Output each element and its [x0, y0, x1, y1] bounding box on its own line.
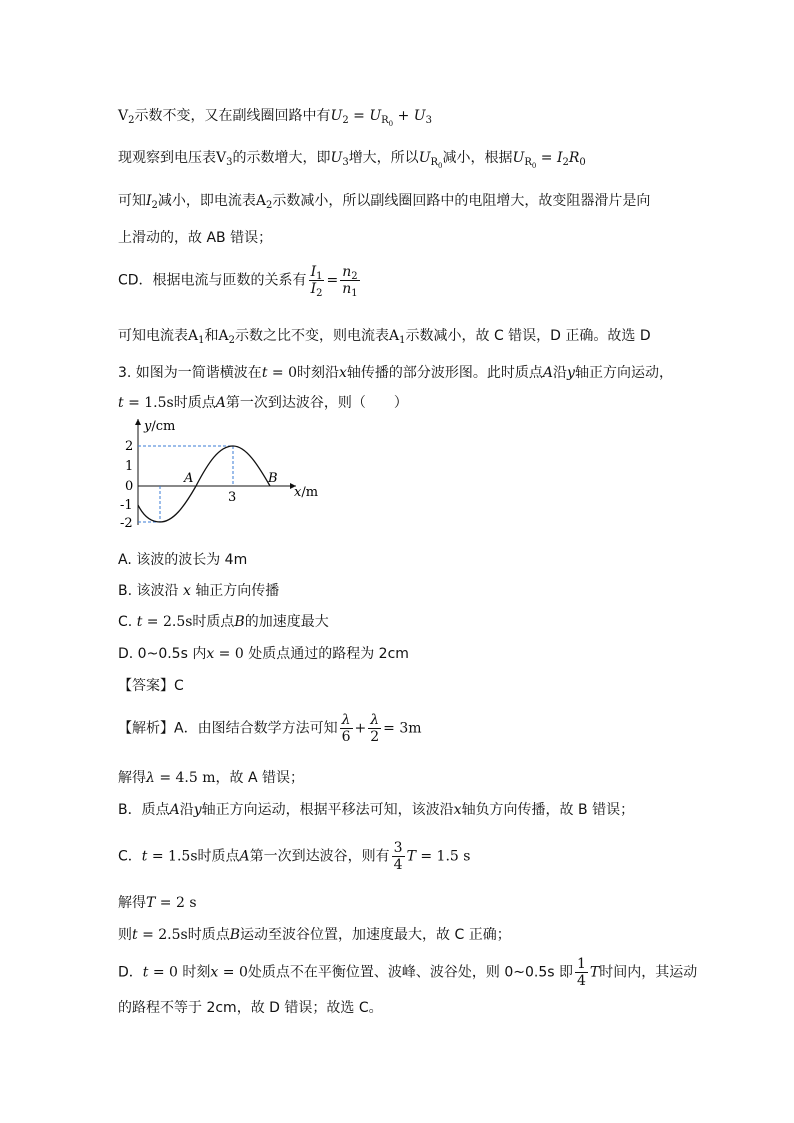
text-span: 示数减小，所以副线圈回路中的电阻增大，故变阻器滑片是向	[272, 193, 651, 209]
analysis-line-5: 解得T = 2 s	[118, 895, 197, 911]
equation: $I_2$	[146, 193, 158, 211]
subscript: 3	[226, 157, 233, 168]
wave-curve	[138, 446, 270, 522]
question-line-1: 3. 如图为一简谐横波在t = 0时刻沿x轴传播的部分波形图。此时质点A沿y轴正方向运动，	[118, 365, 673, 381]
symbol-a1: $A_1$	[188, 328, 205, 346]
symbol-b: B	[234, 614, 245, 630]
text-span: A. 该波的波长为 4m	[118, 552, 248, 568]
text-span: C．	[118, 848, 142, 865]
y-tick-1: 1	[125, 459, 134, 474]
text-line-6	[118, 326, 651, 346]
option-d: D. 0~0.5s 内x = 0 处质点通过的路程为 2cm	[118, 646, 409, 662]
text-span: 减小，根据	[442, 150, 513, 166]
text-span: D. 0~0.5s 内	[118, 646, 207, 662]
text-span: 解得	[118, 770, 146, 786]
text-span: 处质点不在平衡位置、波峰、波谷处，则 0~0.5s 即	[247, 964, 573, 981]
analysis-line-4: C．t = 1.5s时质点A第一次到达波谷，则有 $\frac{3}{4}$ T = 1.5 s	[118, 840, 471, 873]
y-tick-neg2: -2	[120, 516, 133, 531]
text-span: 示数减小，故 C 错误，D 正确。故选 D	[405, 328, 651, 344]
text-line-3	[118, 191, 650, 211]
symbol-x: x	[178, 583, 196, 599]
text-span: 时间内，其运动	[599, 964, 698, 981]
y-tick-neg1: -1	[120, 498, 133, 513]
text-span: 3. 如图为一简谐横波在	[118, 365, 262, 381]
text-span: 【解析】A．由图结合数学方法可知	[118, 720, 338, 737]
analysis-line-7: D．t = 0 时刻x = 0处质点不在平衡位置、波峰、波谷处，则 0~0.5s 即 $\frac{1}{4}$ T时间内，其运动	[118, 956, 698, 989]
wave-figure	[118, 415, 328, 535]
analysis-line-3	[118, 800, 634, 820]
option-b	[118, 581, 279, 601]
point-b-label: B	[268, 471, 278, 486]
symbol-v: V	[118, 108, 129, 124]
fraction-3-4: $\frac{3}{4}$	[393, 840, 403, 873]
equation: t	[136, 614, 143, 630]
text-span: B. 该波沿	[118, 583, 179, 599]
point-a-label: A	[184, 471, 194, 486]
equation: λ	[146, 770, 155, 786]
text-span: 时质点	[173, 395, 216, 411]
text-span: 第一次到达波谷，则有	[249, 848, 390, 865]
text-line-1	[118, 106, 432, 126]
text-span: 轴正方向运动，根据平移法可知，该波沿	[201, 802, 454, 818]
x-tick-3: 3	[228, 490, 237, 505]
analysis-line-1: 【解析】A．由图结合数学方法可知 $\frac{\lambda}{6}$ + $\frac{\lambda}{2}$ = 3m	[118, 712, 422, 745]
text-span: 运动至波谷位置，加速度最大，故 C 正确；	[240, 927, 511, 943]
option-a	[118, 550, 247, 570]
analysis-line-8	[118, 998, 383, 1018]
text-span: 现观察到电压表	[118, 150, 216, 166]
symbol-a: A	[169, 802, 180, 818]
equation: x	[206, 646, 215, 662]
fraction-lambda-2: $\frac{\lambda}{2}$	[370, 712, 380, 745]
text-span: 的加速度最大	[244, 614, 329, 630]
equation: t	[261, 365, 268, 381]
text-span: 沿	[553, 365, 568, 381]
text-span: 示数之比不变，则电流表	[235, 328, 389, 344]
text-span: 时质点	[187, 927, 230, 943]
text-span: 上滑动的，故 AB 错误；	[118, 230, 273, 246]
text-line-5: CD．根据电流与匝数的关系有 $\frac{I_1}{I_2}$ = $\frac{n_2}{n_1}$	[118, 264, 358, 299]
text-span: 的示数增大，即	[232, 150, 331, 166]
text-span: 轴正方向运动，	[574, 365, 673, 381]
symbol-a: A	[542, 365, 554, 381]
symbol-x: x	[339, 365, 347, 381]
text-span: 处质点通过的路程为 2cm	[248, 646, 409, 662]
y-tick-2: 2	[125, 439, 134, 454]
y-axis-label: y/cm	[144, 419, 176, 434]
text-span: 可知电流表	[118, 328, 188, 344]
analysis-line-2: 解得λ = 4.5 m，故 A 错误；	[118, 770, 304, 786]
text-span: 时刻	[182, 964, 211, 981]
fraction-1-4: $\frac{1}{4}$	[576, 956, 586, 989]
question-line-2: t = 1.5s时质点A第一次到达波谷，则（ ）	[118, 395, 408, 411]
fraction-i1-i2: $\frac{I_1}{I_2}$	[310, 264, 323, 299]
symbol-x: x	[453, 802, 462, 818]
answer-line	[118, 676, 184, 696]
symbol-y: y	[567, 365, 575, 381]
text-span: 则	[118, 927, 132, 943]
text-span: 第一次到达波谷，则（ ）	[225, 395, 408, 411]
text-span: 时刻沿	[297, 365, 339, 381]
text-span: 解得	[118, 895, 146, 911]
fraction-lambda-6: $\frac{\lambda}{6}$	[341, 712, 351, 745]
text-span: 时质点	[192, 614, 235, 630]
text-span: 的路程不等于 2cm，故 D 错误；故选 C。	[118, 1000, 383, 1016]
text-span: 沿	[179, 802, 194, 818]
text-span: C.	[118, 614, 137, 630]
equation: $U_2 = U_{R_0} + U_3$	[330, 108, 432, 128]
text-line-2	[118, 148, 586, 168]
text-span: 【答案】C	[118, 678, 184, 694]
subscript: 2	[128, 115, 135, 126]
text-span: 可知	[118, 193, 146, 209]
symbol-a2: $A_2$	[255, 193, 273, 211]
text-span: 增大，所以	[348, 150, 419, 166]
text-span: 轴传播的部分波形图。此时质点	[346, 365, 543, 381]
option-c: C. t = 2.5s时质点B的加速度最大	[118, 614, 329, 630]
y-tick-0: 0	[125, 479, 134, 494]
text-span: 轴负方向传播，故 B 错误；	[461, 802, 635, 818]
text-span: 示数不变，又在副线圈回路中有	[134, 108, 331, 124]
text-span: 减小，即电流表	[157, 193, 256, 209]
text-span: 轴正方向传播	[195, 583, 280, 599]
text-span: ，故 A 错误；	[215, 770, 304, 786]
symbol-a1: $A_1$	[389, 328, 406, 346]
equation: T	[146, 895, 156, 911]
x-axis-label: x/m	[294, 485, 319, 500]
equation: $U_{R_0}$	[418, 150, 443, 170]
symbol-a2: $A_2$	[218, 328, 235, 346]
text-span: CD．根据电流与匝数的关系有	[118, 272, 307, 289]
text-span: 和	[204, 328, 219, 344]
text-span: 时质点	[197, 848, 240, 865]
equation: $U_{R_0} = I_2R_0$	[512, 150, 586, 170]
text-span: B．质点	[118, 802, 170, 818]
symbol-v: V	[216, 150, 227, 166]
symbol-y: y	[193, 802, 202, 818]
text-line-4	[118, 228, 272, 248]
text-span: D．	[118, 964, 143, 981]
equation: $U_3$	[330, 150, 349, 168]
symbol-a: A	[215, 395, 226, 411]
equation: t	[118, 395, 124, 411]
fraction-n2-n1: $\frac{n_2}{n_1}$	[342, 264, 358, 299]
analysis-line-6: 则t = 2.5s时质点B运动至波谷位置，加速度最大，故 C 正确；	[118, 927, 511, 943]
